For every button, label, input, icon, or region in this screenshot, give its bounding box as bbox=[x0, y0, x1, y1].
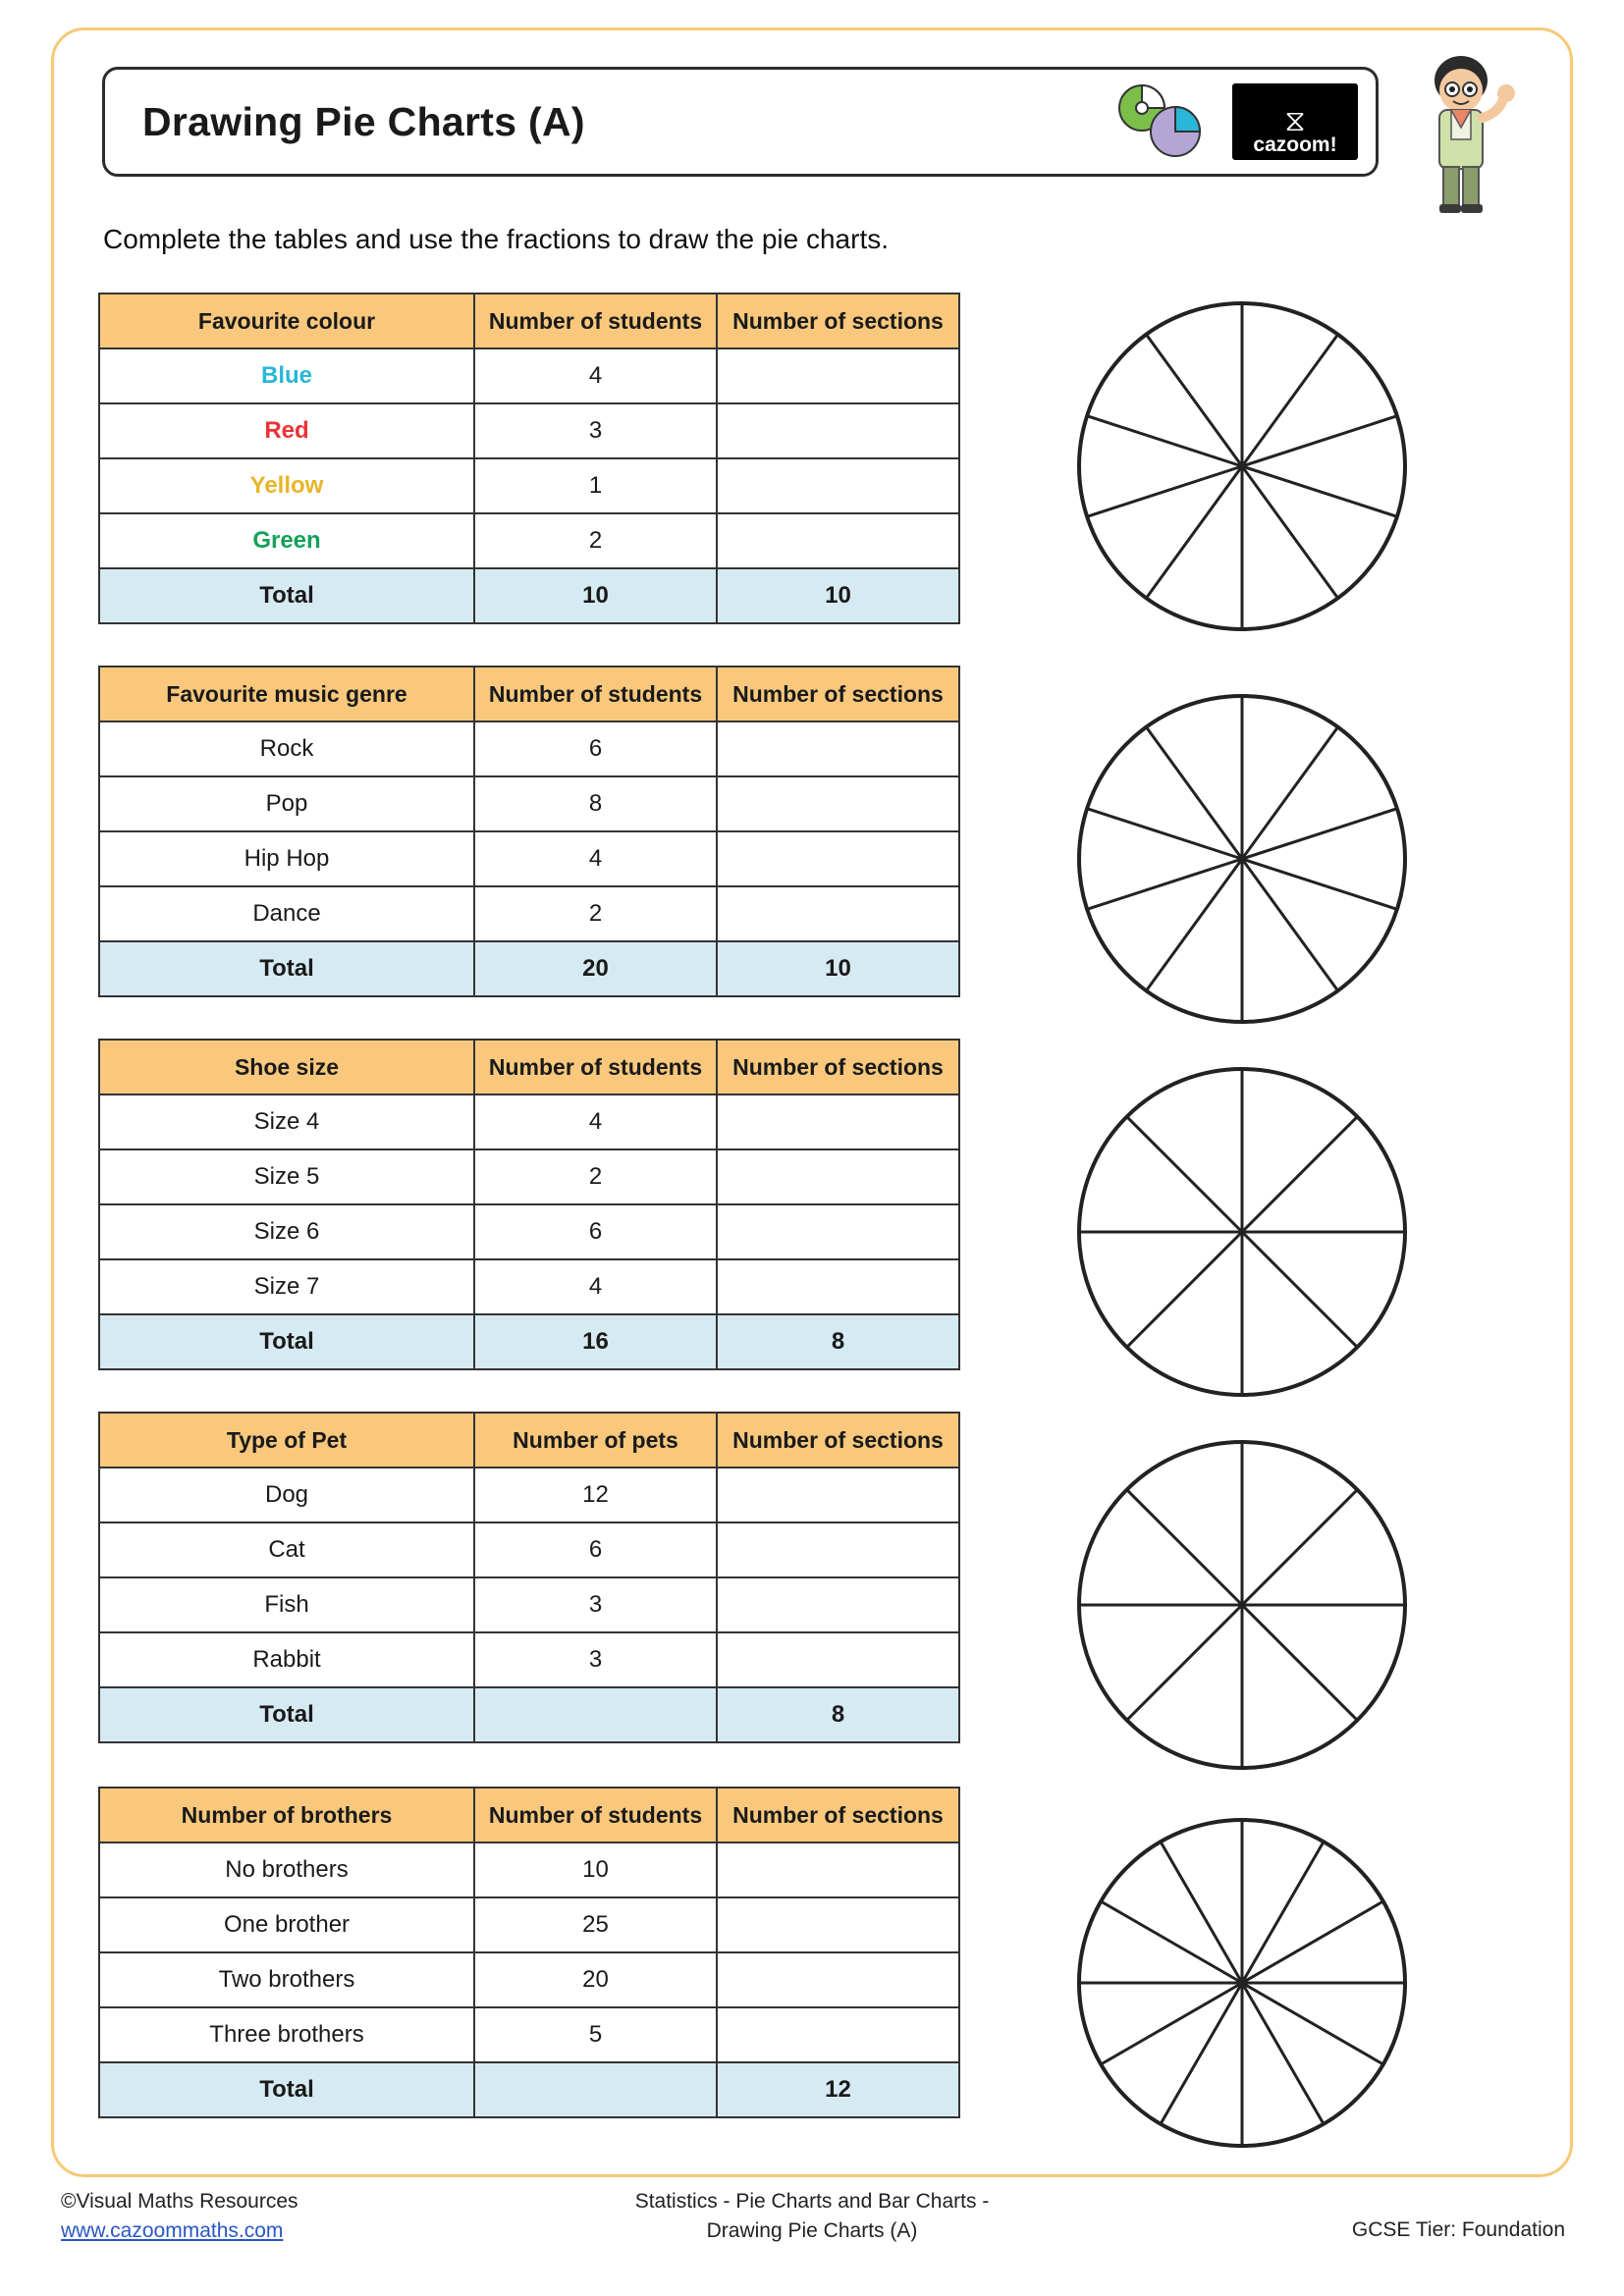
row-count: 3 bbox=[474, 1577, 717, 1632]
row-label: Pop bbox=[99, 776, 474, 831]
row-label: Two brothers bbox=[99, 1952, 474, 2007]
table-row bbox=[99, 513, 959, 568]
table-row bbox=[99, 776, 959, 831]
row-sections-blank[interactable] bbox=[717, 403, 959, 458]
row-sections-blank[interactable] bbox=[717, 1897, 959, 1952]
row-label: Red bbox=[99, 403, 474, 458]
row-count: 12 bbox=[474, 1468, 717, 1522]
brand-logo bbox=[1105, 82, 1358, 161]
footer-tier: GCSE Tier: Foundation bbox=[1351, 2218, 1565, 2241]
row-sections-blank[interactable] bbox=[717, 458, 959, 513]
table-row bbox=[99, 458, 959, 513]
total-label: Total bbox=[99, 2062, 474, 2117]
copyright-text: ©Visual Maths Resources bbox=[61, 2190, 298, 2213]
row-sections-blank[interactable] bbox=[717, 348, 959, 403]
column-header-category: Favourite music genre bbox=[99, 667, 474, 721]
footer-topic-line1: Statistics - Pie Charts and Bar Charts - bbox=[634, 2190, 990, 2213]
table-row bbox=[99, 1259, 959, 1314]
row-sections-blank[interactable] bbox=[717, 513, 959, 568]
column-header-category: Shoe size bbox=[99, 1040, 474, 1095]
title-bar bbox=[102, 67, 1379, 177]
column-header-count: Number of students bbox=[474, 667, 717, 721]
table-total-row bbox=[99, 568, 959, 623]
table-header-row bbox=[99, 667, 959, 721]
row-count: 4 bbox=[474, 348, 717, 403]
row-label: Size 5 bbox=[99, 1149, 474, 1204]
row-label: Cat bbox=[99, 1522, 474, 1577]
row-sections-blank[interactable] bbox=[717, 1204, 959, 1259]
row-sections-blank[interactable] bbox=[717, 1468, 959, 1522]
total-sections: 8 bbox=[717, 1687, 959, 1742]
column-header-sections: Number of sections bbox=[717, 294, 959, 348]
table-block-1 bbox=[98, 293, 960, 624]
table-row bbox=[99, 1522, 959, 1577]
column-header-count: Number of students bbox=[474, 1788, 717, 1842]
hourglass-icon: ⧖ bbox=[1284, 104, 1306, 138]
row-sections-blank[interactable] bbox=[717, 1522, 959, 1577]
table-row bbox=[99, 1632, 959, 1687]
row-label: Hip Hop bbox=[99, 831, 474, 886]
cazoom-wordmark: cazoom! bbox=[1253, 133, 1337, 156]
data-table-4 bbox=[98, 1412, 960, 1743]
table-block-5 bbox=[98, 1787, 960, 2118]
total-sections: 10 bbox=[717, 568, 959, 623]
row-label: Rock bbox=[99, 721, 474, 776]
table-row bbox=[99, 403, 959, 458]
row-sections-blank[interactable] bbox=[717, 1842, 959, 1897]
row-count: 2 bbox=[474, 513, 717, 568]
total-count-blank[interactable] bbox=[474, 2062, 717, 2117]
instruction-text: Complete the tables and use the fractions to draw the pie charts. bbox=[103, 224, 890, 254]
row-sections-blank[interactable] bbox=[717, 1149, 959, 1204]
row-sections-blank[interactable] bbox=[717, 1095, 959, 1149]
pie-outline-8-sections bbox=[1070, 1060, 1414, 1404]
row-count: 2 bbox=[474, 1149, 717, 1204]
row-sections-blank[interactable] bbox=[717, 1952, 959, 2007]
row-sections-blank[interactable] bbox=[717, 1259, 959, 1314]
row-label: One brother bbox=[99, 1897, 474, 1952]
data-table-5 bbox=[98, 1787, 960, 2118]
data-table-2 bbox=[98, 666, 960, 997]
row-label: Green bbox=[99, 513, 474, 568]
row-count: 10 bbox=[474, 1842, 717, 1897]
table-header-row bbox=[99, 294, 959, 348]
table-header-row bbox=[99, 1040, 959, 1095]
pie-chart-1[interactable] bbox=[1070, 294, 1414, 643]
column-header-category: Favourite colour bbox=[99, 294, 474, 348]
row-label: Yellow bbox=[99, 458, 474, 513]
row-count: 1 bbox=[474, 458, 717, 513]
total-label: Total bbox=[99, 1314, 474, 1369]
total-sections: 10 bbox=[717, 941, 959, 996]
mascot-illustration bbox=[1392, 49, 1530, 216]
data-table-3 bbox=[98, 1039, 960, 1370]
row-count: 6 bbox=[474, 1522, 717, 1577]
table-row bbox=[99, 1468, 959, 1522]
row-label: Three brothers bbox=[99, 2007, 474, 2062]
column-header-count: Number of students bbox=[474, 1040, 717, 1095]
table-block-2 bbox=[98, 666, 960, 997]
row-count: 8 bbox=[474, 776, 717, 831]
row-count: 4 bbox=[474, 831, 717, 886]
column-header-count: Number of students bbox=[474, 294, 717, 348]
website-link[interactable]: www.cazoommaths.com bbox=[61, 2219, 284, 2242]
pie-chart-3[interactable] bbox=[1070, 1060, 1414, 1409]
pie-chart-logo-icon bbox=[1105, 82, 1222, 161]
total-count-blank[interactable] bbox=[474, 1687, 717, 1742]
total-label: Total bbox=[99, 568, 474, 623]
table-row bbox=[99, 1952, 959, 2007]
table-block-3 bbox=[98, 1039, 960, 1370]
table-total-row bbox=[99, 1314, 959, 1369]
table-total-row bbox=[99, 2062, 959, 2117]
row-label: No brothers bbox=[99, 1842, 474, 1897]
row-count: 20 bbox=[474, 1952, 717, 2007]
table-row bbox=[99, 348, 959, 403]
row-label: Size 7 bbox=[99, 1259, 474, 1314]
pie-outline-12-sections bbox=[1070, 1811, 1414, 2155]
row-sections-blank[interactable] bbox=[717, 1577, 959, 1632]
total-sections: 12 bbox=[717, 2062, 959, 2117]
table-row bbox=[99, 721, 959, 776]
row-label: Size 6 bbox=[99, 1204, 474, 1259]
table-row bbox=[99, 1577, 959, 1632]
column-header-sections: Number of sections bbox=[717, 667, 959, 721]
table-block-4 bbox=[98, 1412, 960, 1743]
table-row bbox=[99, 1842, 959, 1897]
footer-topic-line2: Drawing Pie Charts (A) bbox=[706, 2219, 918, 2242]
pie-outline-10-sections bbox=[1070, 294, 1414, 638]
row-label: Dog bbox=[99, 1468, 474, 1522]
total-count: 16 bbox=[474, 1314, 717, 1369]
row-count: 4 bbox=[474, 1095, 717, 1149]
total-sections: 8 bbox=[717, 1314, 959, 1369]
row-count: 25 bbox=[474, 1897, 717, 1952]
row-label: Dance bbox=[99, 886, 474, 941]
column-header-sections: Number of sections bbox=[717, 1413, 959, 1468]
row-label: Size 4 bbox=[99, 1095, 474, 1149]
row-label: Fish bbox=[99, 1577, 474, 1632]
row-label: Blue bbox=[99, 348, 474, 403]
column-header-category: Type of Pet bbox=[99, 1413, 474, 1468]
column-header-category: Number of brothers bbox=[99, 1788, 474, 1842]
row-sections-blank[interactable] bbox=[717, 721, 959, 776]
row-count: 4 bbox=[474, 1259, 717, 1314]
row-sections-blank[interactable] bbox=[717, 1632, 959, 1687]
table-row bbox=[99, 2007, 959, 2062]
pie-chart-5[interactable] bbox=[1070, 1811, 1414, 2160]
cazoom-badge bbox=[1232, 83, 1358, 160]
row-sections-blank[interactable] bbox=[717, 886, 959, 941]
row-count: 3 bbox=[474, 1632, 717, 1687]
row-count: 5 bbox=[474, 2007, 717, 2062]
row-count: 6 bbox=[474, 721, 717, 776]
pie-chart-2[interactable] bbox=[1070, 687, 1414, 1036]
column-header-sections: Number of sections bbox=[717, 1040, 959, 1095]
row-sections-blank[interactable] bbox=[717, 776, 959, 831]
table-row bbox=[99, 886, 959, 941]
total-count: 20 bbox=[474, 941, 717, 996]
pie-chart-4[interactable] bbox=[1070, 1433, 1414, 1782]
row-label: Rabbit bbox=[99, 1632, 474, 1687]
row-count: 3 bbox=[474, 403, 717, 458]
table-row bbox=[99, 831, 959, 886]
total-label: Total bbox=[99, 941, 474, 996]
table-row bbox=[99, 1897, 959, 1952]
page-title: Drawing Pie Charts (A) bbox=[142, 98, 585, 144]
row-count: 2 bbox=[474, 886, 717, 941]
table-header-row bbox=[99, 1413, 959, 1468]
table-header-row bbox=[99, 1788, 959, 1842]
column-header-count: Number of pets bbox=[474, 1413, 717, 1468]
row-count: 6 bbox=[474, 1204, 717, 1259]
table-row bbox=[99, 1149, 959, 1204]
row-sections-blank[interactable] bbox=[717, 831, 959, 886]
table-total-row bbox=[99, 1687, 959, 1742]
total-count: 10 bbox=[474, 568, 717, 623]
table-total-row bbox=[99, 941, 959, 996]
table-row bbox=[99, 1204, 959, 1259]
total-label: Total bbox=[99, 1687, 474, 1742]
data-table-1 bbox=[98, 293, 960, 624]
pie-outline-10-sections bbox=[1070, 687, 1414, 1031]
pie-outline-8-sections bbox=[1070, 1433, 1414, 1777]
row-sections-blank[interactable] bbox=[717, 2007, 959, 2062]
column-header-sections: Number of sections bbox=[717, 1788, 959, 1842]
table-row bbox=[99, 1095, 959, 1149]
